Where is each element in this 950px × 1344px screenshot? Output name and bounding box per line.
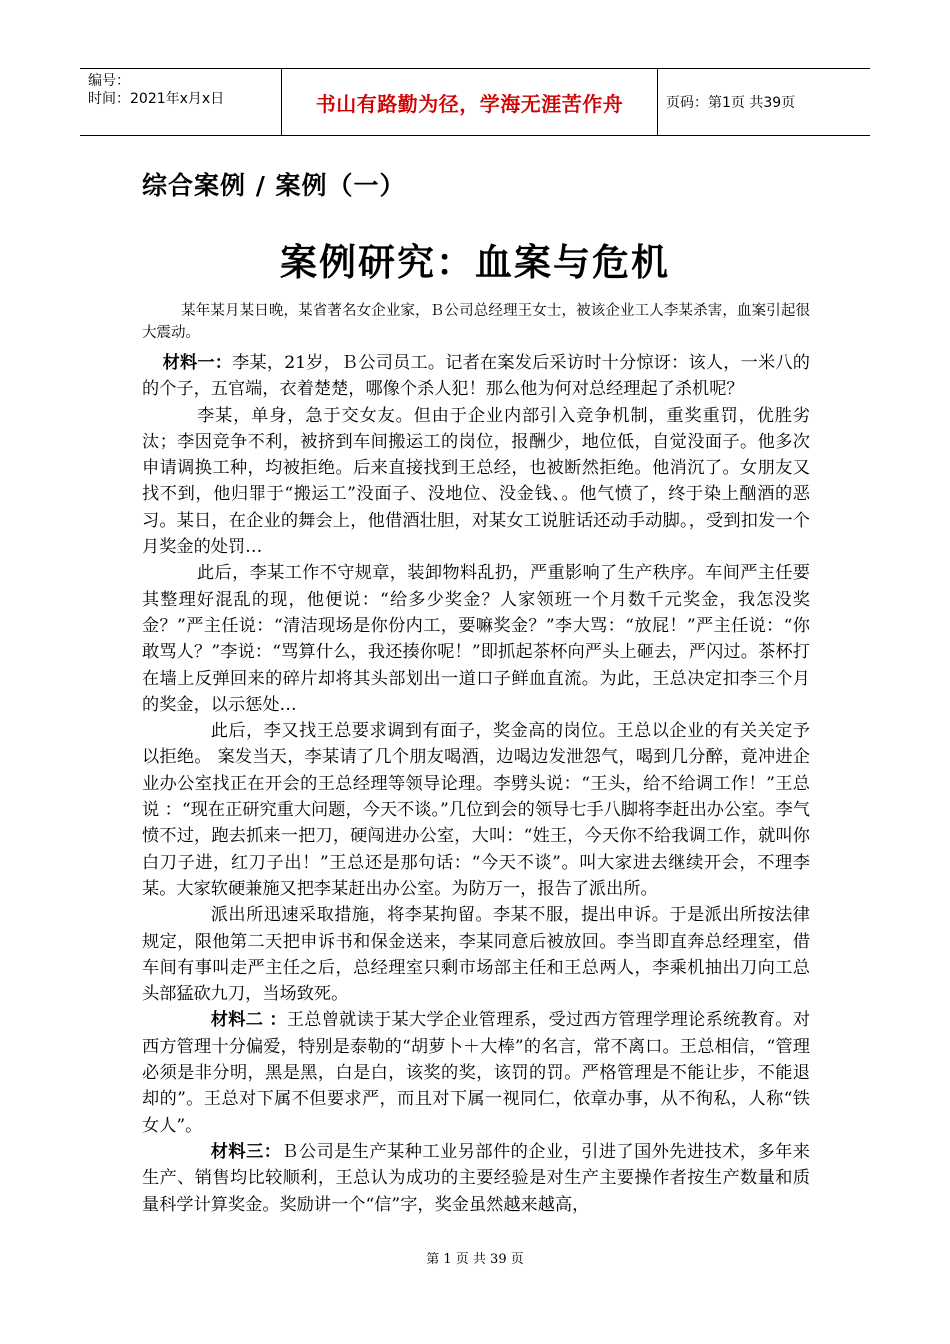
material1-paragraph-4: 此后，李又找王总要求调到有面子，奖金高的岗位。王总以企业的有关关定予以拒绝。 案发当天，李某请了几个朋友喝酒，边喝边发泄怨气，喝到几分醉，竟冲进企业办公室找正在开会的王总经理等领导论理。李劈头说：“王头，给不给调工作！”王总说 ：“现在正研究重大问题，今天不谈。”几位到会的领导七手八脚将李赶出办公室。李气愤不过，跑去抓来一把刀，硬闯进办公室，大叫：“姓王，今天你不给我调工作，就叫你白刀子进，红刀子出！”王总还是那句话：“今天不谈”。叫大家进去继续开会，不理李某。大家软硬兼施又把李某赶出办公室。为防万一，报告了派出所。 — [142, 721, 810, 899]
page-footer: 第 1 页 共 39 页 — [426, 1252, 524, 1267]
header-page-info: 页码：第1页 共39页 — [666, 95, 796, 111]
material1-paragraph-2: 李某，单身，急于交女友。但由于企业内部引入竞争机制，重奖重罚，优胜劣汰；李因竞争不利，被挤到车间搬运工的岗位，报酬少，地位低，自觉没面子。他多次申请调换工种，均被拒绝。后来直接找到王总经，也被断然拒绝。他消沉了。女朋友又找不到，他归罪于“搬运工”没面子、没地位、没金钱、。他气愤了，终于染上酗酒的恶习。某日，在企业的舞会上，他借酒壮胆，对某女工说脏话还动手动脚。，受到扣发一个月奖金的处罚… — [142, 405, 810, 558]
header-motto: 书山有路勤为径，学海无涯苦作舟 — [282, 69, 658, 135]
material1-text: 李某，21岁，Ｂ公司员工。记者在案发后采访时十分惊讶：该人，一米八的的个子，五官端，衣着楚楚，哪像个杀人犯！那么他为何对总经理起了杀机呢？ — [142, 353, 810, 400]
doc-code-label: 编号： — [88, 73, 130, 89]
material3-paragraph — [142, 1139, 810, 1218]
intro-paragraph: 某年某月某日晚，某省著名女企业家，Ｂ公司总经理王女士，被该企业工人李某杀害，血案引起很大震动。 — [142, 303, 810, 341]
material1-paragraph — [142, 350, 810, 403]
material3-label: 材料三： — [210, 1141, 282, 1162]
material2-paragraph — [142, 1007, 810, 1138]
material1-paragraph-3: 此后，李某工作不守规章，装卸物料乱扔，严重影响了生产秩序。车间严主任要其整理好混乱的现，他便说：“给多少奖金？人家领班一个月数千元奖金，我怎没奖金？”严主任说：“清洁现场是你份内工，要嘛奖金？”李大骂：“放屁！”严主任说：“你敢骂人？”李说：“骂算什么，我还揍你呢！”即抓起茶杯向严头上砸去，严闪过。茶杯打在墙上反弹回来的碎片却将其头部划出一道口子鲜血直流。为此，王总决定扣李三个月的奖金，以示惩处… — [142, 563, 810, 715]
main-title: 案例研究：血案与危机 — [280, 241, 670, 284]
section-title: 综合案例 / 案例（一） — [142, 171, 406, 200]
doc-date-label: 时间：2021年x月x日 — [88, 91, 225, 107]
material1-label: 材料一： — [162, 353, 233, 373]
material2-label: 材料二 ： — [210, 1010, 287, 1031]
page-header-table — [80, 68, 870, 136]
material1-paragraph-5: 派出所迅速采取措施，将李某拘留。李某不服，提出申诉。于是派出所按法律规定，限他第二天把申诉书和保金送来，李某同意后被放回。李当即直奔总经理室，借车间有事叫走严主任之后，总经理室只剩市场部主任和王总两人，李乘机抽出刀向工总头部猛砍九刀，当场致死。 — [142, 905, 810, 1005]
article-body — [142, 300, 810, 1218]
header-meta-cell — [80, 69, 282, 135]
material2-text: 王总曾就读于某大学企业管理系，受过西方管理学理论系统教育。对西方管理十分偏爱，特别是泰勒的“胡萝卜＋大棒”的名言，常不离口。王总相信，“管理必须是非分明，黑是黑，白是白，该奖的奖，该罚的罚。严格管理是不能让步，不能退却的”。王总对下属不但要求严，而且对下属一视同仁，依章办事，从不徇私，人称“铁女人”。 — [142, 1010, 811, 1136]
material3-text: Ｂ公司是生产某种工业另部件的企业，引进了国外先进技术，多年来生产、销售均比较顺利，王总认为成功的主要经验是对生产主要操作者按生产数量和质量科学计算奖金。奖励讲一个“信”字，奖金虽然越来越高， — [142, 1141, 810, 1215]
